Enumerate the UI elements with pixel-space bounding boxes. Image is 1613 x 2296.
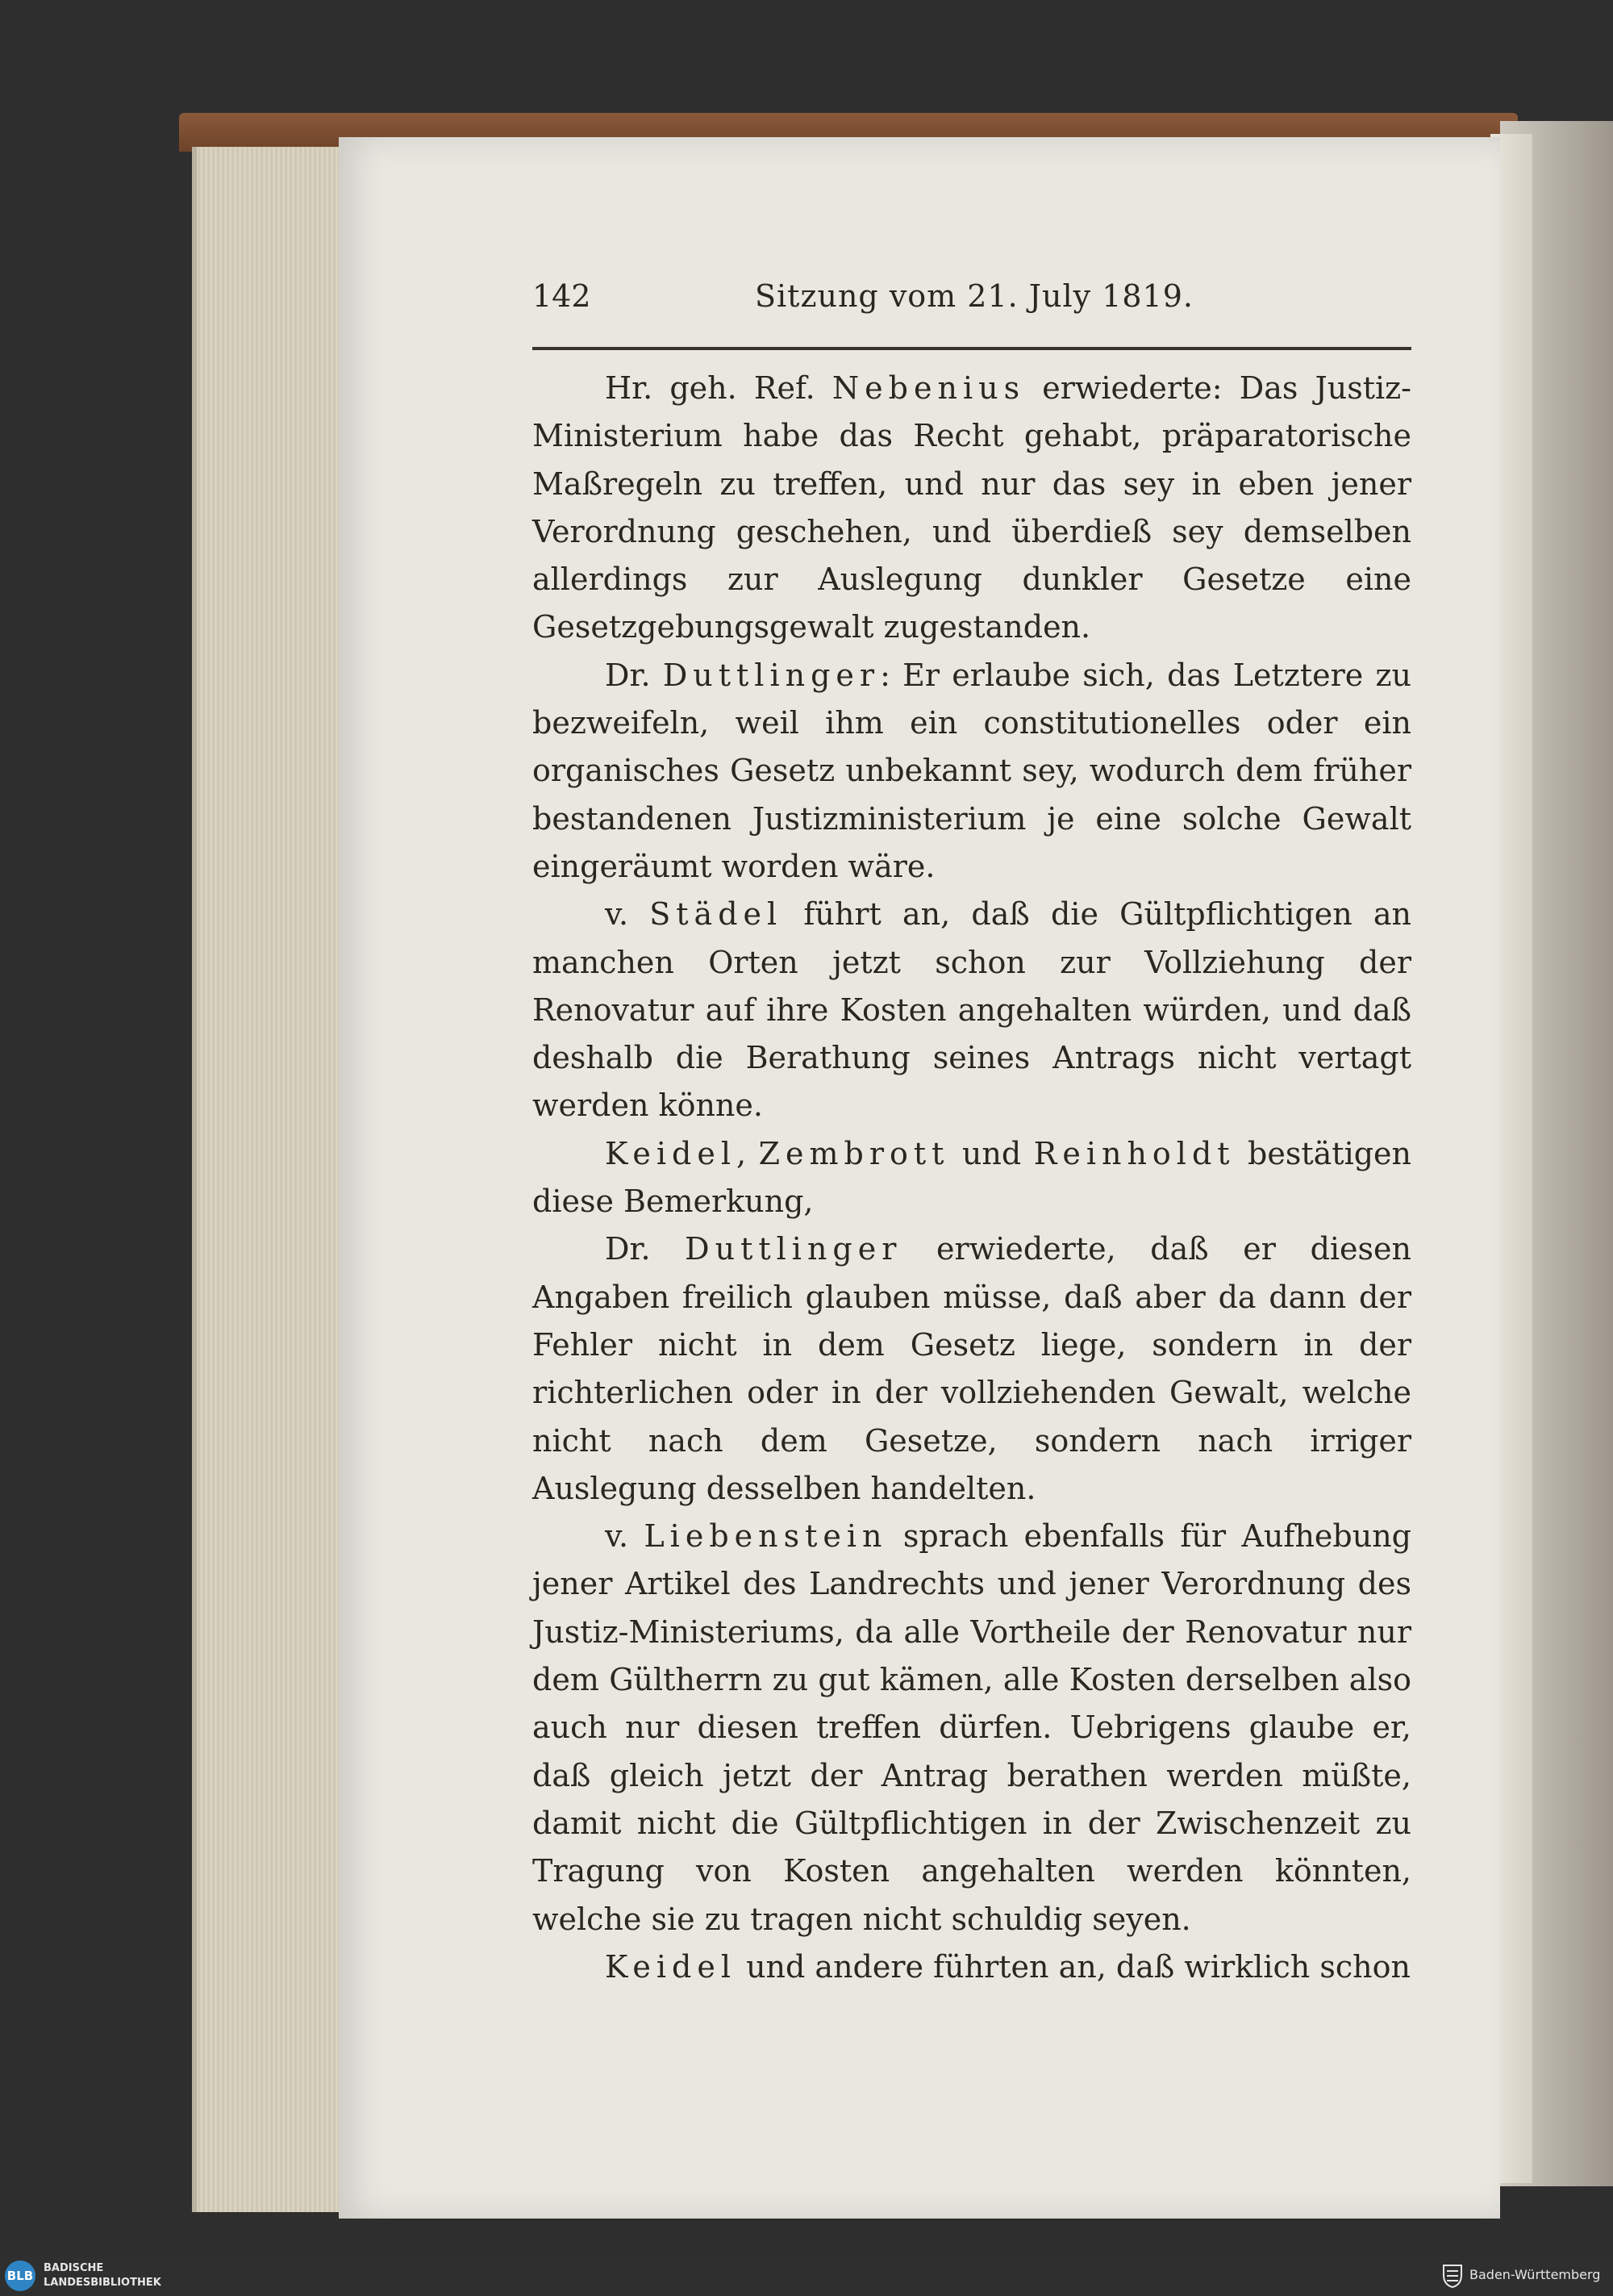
paragraph	[532, 365, 1411, 652]
paragraph	[532, 1943, 1411, 1991]
library-name-line2: LANDESBIBLIOTHEK	[44, 2277, 161, 2289]
text-run: v.	[605, 896, 650, 933]
text-run: und	[949, 1135, 1034, 1171]
text-run: v.	[605, 1518, 644, 1555]
text-run: : Er erlaube sich, das Letztere zu bezweifeln, weil ihm ein constitutionelles oder ein organisches Gesetz unbekannt sey, wodurch dem früher bestandenen Justizministerium je eine solche Gewalt eingeräumt worden wäre.	[532, 657, 1411, 884]
text-run: Dr.	[605, 1231, 686, 1267]
text-run: Hr. geh. Ref.	[605, 370, 832, 406]
speaker-name: Liebenstein	[644, 1518, 888, 1555]
speaker-name: Reinholdt	[1033, 1135, 1236, 1171]
paragraph	[532, 1513, 1411, 1943]
paragraph	[532, 1225, 1411, 1513]
paragraph	[532, 1130, 1411, 1226]
text-run: bestätigen diese Bemerkung,	[532, 1135, 1412, 1220]
speaker-name: Nebenius	[832, 370, 1026, 406]
speaker-name: Keidel	[605, 1135, 736, 1171]
page-number: 142	[532, 278, 591, 314]
library-name	[44, 2261, 161, 2290]
speaker-name: Keidel	[605, 1948, 736, 1985]
text-run: Dr.	[605, 657, 663, 693]
page-header	[532, 278, 1411, 335]
header-rule	[532, 347, 1411, 350]
text-run: sprach ebenfalls für Aufhebung jener Artikel des Landrechts und jener Verordnung des Justiz-Ministeriums, da alle Vortheile der Renovatur nur dem Gültherrn zu gut kämen, alle Kosten derselben also auch nur diesen treffen dürfen. Uebrigens glaube er, daß gleich jetzt der Antrag berathen werden müßte, damit nicht die Gültpflichtigen in der Zwischenzeit zu Tragung von Kosten angehalten werden könnten, welche sie zu tragen nicht schuldig seyen.	[532, 1518, 1412, 1937]
library-name-line1: BADISCHE	[44, 2262, 104, 2274]
page-stack-edge	[192, 147, 350, 2212]
speaker-name: Duttlinger	[662, 657, 881, 693]
footer-bar	[0, 2256, 1613, 2296]
text-run: führt an, daß die Gültpflichtigen an manchen Orten jetzt schon zur Vollziehung der Renovatur auf ihre Kosten angehalten würden, und daß deshalb die Berathung seines Antrags nicht vertagt werden könne.	[532, 896, 1411, 1124]
speaker-name: Städel	[649, 896, 783, 933]
text-run: erwiederte, daß er diesen Angaben freilich glauben müsse, daß aber da dann der Fehler nicht in dem Gesetz liege, sondern in der richterlichen oder in der vollziehenden Gewalt, welche nicht nach dem Gesetze, sondern nach irriger Auslegung desselben handelten.	[532, 1231, 1411, 1506]
paragraph	[532, 891, 1411, 1129]
coat-of-arms-icon	[1442, 2264, 1463, 2288]
speaker-name: Duttlinger	[685, 1231, 902, 1267]
text-run: ,	[736, 1135, 759, 1171]
state-name: Baden-Württemberg	[1469, 2267, 1601, 2282]
text-run: und andere führten an, daß wirklich schon	[736, 1948, 1411, 1985]
paragraph	[532, 652, 1411, 891]
text-run: erwiederte: Das Justiz-Ministerium habe das Recht gehabt, präparatorische Maßregeln zu treffen, und nur das sey in eben jener Verordnung geschehen, und überdieß sey demselben allerdings zur Auslegung dunkler Gesetze eine Gesetzgebungsgewalt zugestanden.	[532, 370, 1412, 645]
body-text	[532, 365, 1411, 1991]
blb-logo-icon: BLB	[5, 2261, 35, 2291]
speaker-name: Zembrott	[758, 1135, 950, 1171]
running-title: Sitzung vom 21. July 1819.	[755, 278, 1194, 314]
